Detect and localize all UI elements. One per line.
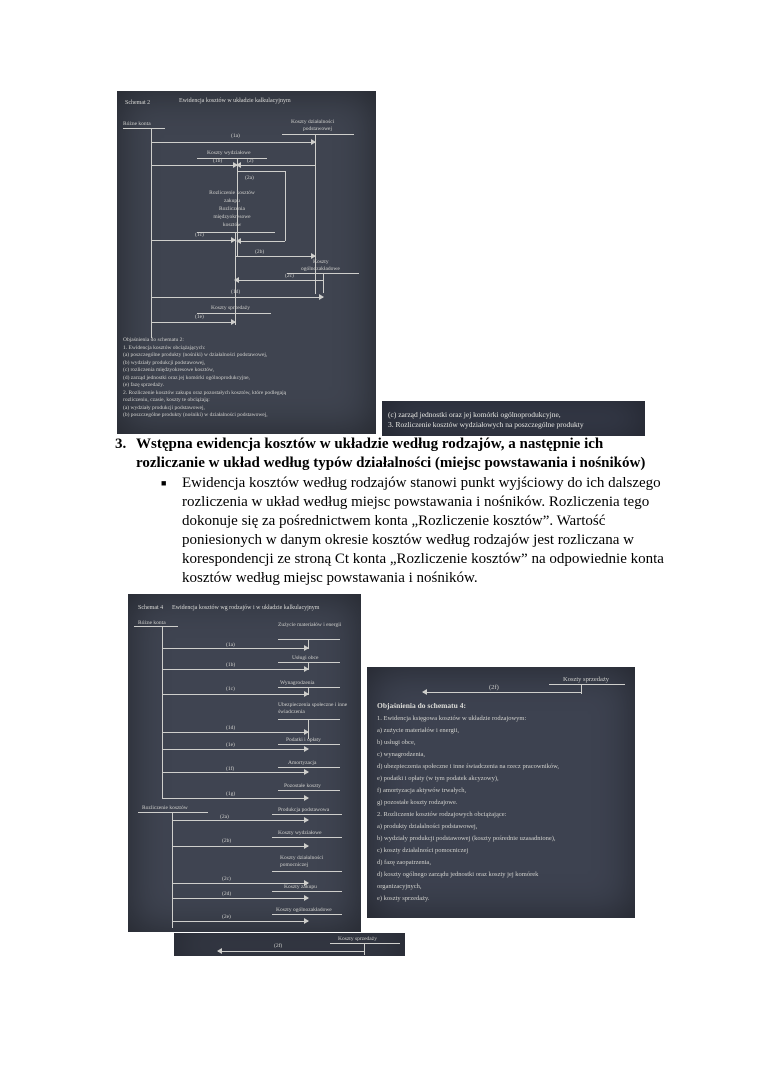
label-1e: (1e) bbox=[226, 742, 235, 748]
rozne-konta-label: Różne konta bbox=[138, 620, 166, 626]
note-line: (c) rozliczenia międzyokresowe kosztów, bbox=[123, 367, 214, 373]
strip-line: (c) zarząd jednostki oraz jej komórki ogólnoprodukcyjne, bbox=[388, 410, 561, 419]
note-line: f) amortyzacja aktywów trwałych, bbox=[377, 787, 467, 794]
note-line: c) koszty działalności pomocniczej bbox=[377, 847, 469, 854]
note-line: b) usługi obce, bbox=[377, 739, 416, 746]
label-2a: (2a) bbox=[245, 175, 254, 181]
schemat-4-photo bbox=[128, 594, 361, 932]
note-line: d) fazę zaopatrzenia, bbox=[377, 859, 431, 866]
account-label: Ubezpieczenia społeczne i inne świadczenia bbox=[278, 702, 348, 715]
label-2b: (2b) bbox=[255, 249, 265, 255]
schemat-2-subtitle: Ewidencja kosztów w układzie kalkulacyjnym bbox=[179, 98, 291, 104]
notes-4-list bbox=[377, 713, 559, 905]
note-line: (a) poszczególne produkty (nośniki) w działalności podstawowej, bbox=[123, 352, 268, 358]
account-label: Koszty ogólnozakładowe bbox=[276, 907, 332, 913]
note-line: (d) zarząd jednostki oraz jej komórki ogólnoprodukcyjne, bbox=[123, 374, 250, 381]
label-1e: (1e) bbox=[195, 314, 204, 320]
rozliczenie-line: Rozliczenie kosztów bbox=[209, 190, 255, 196]
koszty-sprzedazy-label: Koszty sprzedaży bbox=[563, 676, 610, 683]
account-label: Pozostałe koszty bbox=[284, 783, 321, 789]
note-line: 1. Ewidencja kosztów obciążających: bbox=[123, 344, 206, 351]
label-2a: (2a) bbox=[220, 814, 229, 820]
label-1d: (1d) bbox=[231, 289, 241, 295]
rozliczenie-line: Rozliczenia bbox=[219, 206, 245, 212]
account-label: Amortyzacja bbox=[288, 760, 317, 766]
account-label: Produkcja podstawowa bbox=[278, 807, 330, 813]
section-number: 3. bbox=[115, 436, 127, 452]
strip-line: 3. Rozliczenie kosztów wydziałowych na poszczególne produkty bbox=[388, 420, 584, 429]
schemat-4-title: Schemat 4 bbox=[138, 605, 164, 611]
note-line: e) podatki i opłaty (w tym podatek akcyzowy), bbox=[377, 775, 499, 782]
account-label: Zużycie materiałów i energii bbox=[278, 622, 342, 628]
schemat-2-title: Schemat 2 bbox=[125, 100, 151, 106]
label-2c: (2c) bbox=[222, 876, 231, 882]
label-1c: (1c) bbox=[226, 686, 235, 692]
rozne-konta-label: Różne konta bbox=[123, 121, 151, 127]
note-line: organizacyjnych, bbox=[377, 883, 422, 890]
note-line: (b) poszczególne produkty (nośniki) w działalności podstawowej, bbox=[123, 412, 268, 418]
label-1c: (1c) bbox=[195, 232, 204, 238]
note-line: e) koszty sprzedaży. bbox=[377, 895, 430, 902]
label-1a: (1a) bbox=[231, 133, 240, 139]
note-line: (a) wydziały produkcji podstawowej, bbox=[123, 404, 205, 411]
note-line: d) koszty ogólnego zarządu jednostki oraz koszty jej komórek bbox=[377, 871, 539, 878]
label-1b: (1b) bbox=[226, 662, 236, 668]
account-label: Koszty zakupu bbox=[284, 884, 317, 890]
koszty-sprzedazy-label: Koszty sprzedaży bbox=[211, 305, 250, 311]
label-2e: (2e) bbox=[222, 914, 231, 920]
label-1g: (1g) bbox=[226, 791, 236, 797]
account-label: Koszty wydziałowe bbox=[278, 830, 322, 836]
section-heading bbox=[115, 435, 675, 473]
note-line: g) pozostałe koszty rodzajowe. bbox=[377, 799, 458, 806]
koszty-ogolnozakladowe-1: Koszty bbox=[313, 259, 329, 265]
label-2f: (2f) bbox=[274, 943, 283, 949]
note-line: a) zużycie materiałów i energii, bbox=[377, 727, 459, 734]
label-1f: (1f) bbox=[226, 766, 235, 772]
note-line: rozliczeniu, czasie, koszty te obciążają: bbox=[123, 397, 210, 403]
note-line: 1. Ewidencja księgowa kosztów w układzie rodzajowym: bbox=[377, 715, 527, 722]
rozliczenie-line: zakupu bbox=[224, 198, 240, 204]
schemat-2-photo bbox=[117, 91, 376, 434]
koszty-ogolnozakladowe-2: ogólnozakładowe bbox=[301, 266, 340, 272]
note-line: (e) fazę sprzedaży. bbox=[123, 382, 165, 388]
note-line: b) wydziały produkcji podstawowej (koszty pośrednie uzasadnione), bbox=[377, 835, 556, 842]
label-1d: (1d) bbox=[226, 725, 236, 731]
label-1a: (1a) bbox=[226, 642, 235, 648]
schemat-2-notes-strip bbox=[382, 401, 645, 436]
rozliczenie-line: międzyokresowe bbox=[213, 214, 251, 220]
section-3 bbox=[115, 435, 675, 588]
account-label: Koszty działalności pomocniczej bbox=[280, 855, 324, 868]
label-2f: (2f) bbox=[489, 684, 499, 691]
label-1b: (1b) bbox=[213, 158, 223, 164]
bullet-text: Ewidencja kosztów według rodzajów stanowi punkt wyjściowy do ich dalszego rozliczenia w układ według miejsc powstawania i nośników. Rozliczenia tego dokonuje się za pośrednictwem konta „Rozliczenie kosztów”. Wartość poniesionych w danym okresie kosztów według rodzajów jest rozliczana w korespondencji ze stroną Ct konta „Rozliczenie kosztów” na odpowiednie konta kosztów według miejsc powstawania i nośników. bbox=[182, 475, 664, 586]
schemat-4-notes-photo bbox=[367, 667, 635, 918]
schemat-4-subtitle: Ewidencja kosztów wg rodzajów i w układzie kalkulacyjnym bbox=[172, 605, 320, 611]
note-line: 2. Rozliczenie kosztów rodzajowych obciążające: bbox=[377, 811, 507, 818]
bullet-square-icon: ■ bbox=[161, 478, 167, 488]
podstawowej-label: podstawowej bbox=[303, 126, 333, 132]
account-label: Podatki i opłaty bbox=[286, 737, 321, 743]
note-line: 2. Rozliczenie kosztów zakupu oraz pozostałych kosztów, które podlegają bbox=[123, 389, 287, 396]
koszty-wydzialowe-label: Koszty wydziałowe bbox=[207, 150, 251, 156]
notes-title: Objaśnienia do schematu 2: bbox=[123, 337, 184, 343]
schemat-4-bottom-strip bbox=[174, 933, 405, 956]
section-title: Wstępna ewidencja kosztów w układzie według rodzajów, a następnie ich rozliczanie w układ według typów działalności (miejsc powstawania i nośników) bbox=[136, 436, 646, 471]
note-line: a) produkty działalności podstawowej, bbox=[377, 823, 478, 830]
rozliczenie-kosztow-label: Rozliczenie kosztów bbox=[142, 805, 188, 811]
label-2b: (2b) bbox=[222, 838, 232, 844]
label-2c: (2c) bbox=[285, 273, 294, 279]
koszty-sprzedazy-label: Koszty sprzedaży bbox=[338, 936, 377, 942]
note-line: c) wynagrodzenia, bbox=[377, 751, 426, 758]
account-label: Wynagrodzenia bbox=[280, 680, 315, 686]
section-bullet bbox=[115, 474, 675, 588]
note-line: d) ubezpieczenia społeczne i inne świadczenia na rzecz pracowników, bbox=[377, 763, 560, 770]
rozliczenie-line: kosztów bbox=[222, 222, 242, 228]
label-2: (2) bbox=[247, 158, 254, 164]
rozliczenie-kosztow-box bbox=[193, 189, 271, 229]
schemat-2-notes bbox=[123, 337, 286, 420]
koszty-dzialalnosci-label: Koszty działalności bbox=[291, 119, 335, 125]
account-label: Usługi obce bbox=[292, 655, 319, 661]
note-line: (b) wydziały produkcji podstawowej, bbox=[123, 359, 206, 366]
notes-4-title: Objaśnienia do schematu 4: bbox=[377, 701, 466, 710]
label-2d: (2d) bbox=[222, 891, 232, 897]
